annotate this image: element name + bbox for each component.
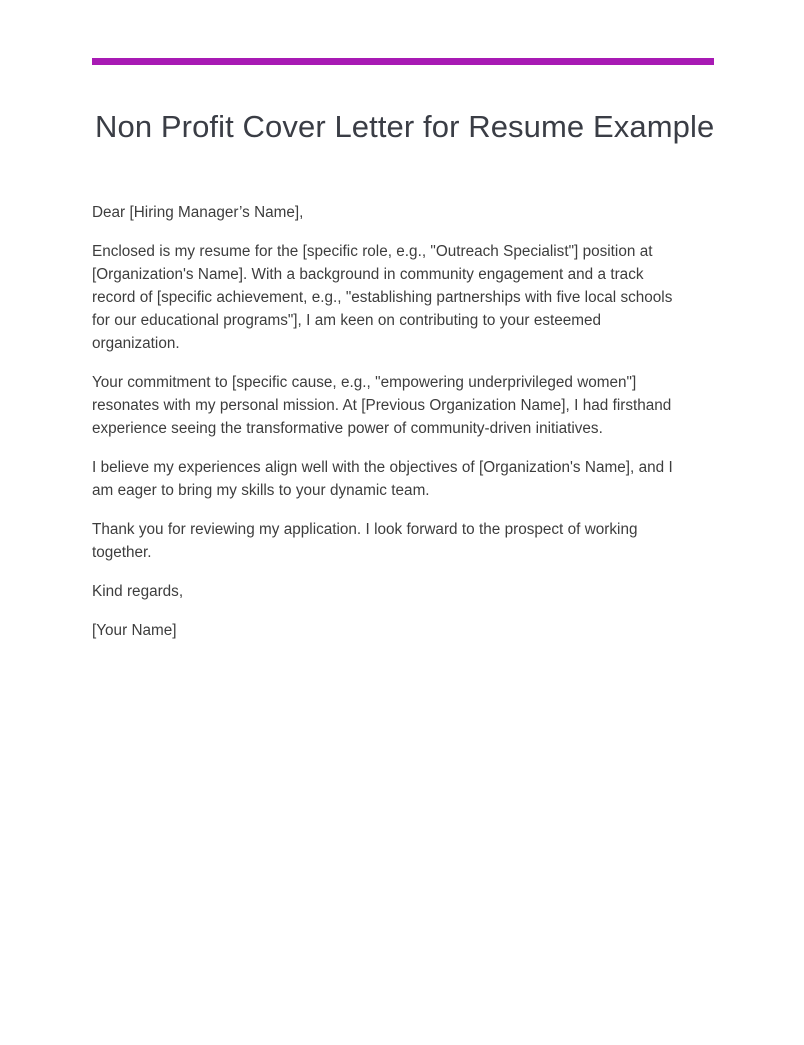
- letter-paragraph: I believe my experiences align well with the objectives of [Organization's Name], and I am eager to bring my skills to your dynamic team.: [92, 459, 673, 499]
- letter-paragraph: Thank you for reviewing my application. I look forward to the prospect of working together.: [92, 521, 638, 561]
- letter-paragraph: Enclosed is my resume for the [specific role, e.g., "Outreach Specialist"] position at [Organization's Name]. With a background in community engagement and a track record of [specific achievement, e.g., "establishing partnerships with five local schools for our educational programs"], I am keen on contributing to your esteemed organization.: [92, 243, 673, 352]
- page-title: Non Profit Cover Letter for Resume Example: [95, 109, 715, 144]
- letter-closing: Kind regards,: [92, 583, 184, 600]
- letter-body: [92, 201, 686, 642]
- letter-salutation: Dear [Hiring Manager’s Name],: [92, 204, 304, 221]
- cover-letter: [92, 58, 715, 639]
- letter-signature: [Your Name]: [92, 622, 177, 639]
- letter-paragraph: Your commitment to [specific cause, e.g., "empowering underprivileged women"] resonates with my personal mission. At [Previous Organization Name], I had firsthand experience seeing the transformative power of community-driven initiatives.: [92, 374, 672, 437]
- accent-rule: [92, 58, 714, 65]
